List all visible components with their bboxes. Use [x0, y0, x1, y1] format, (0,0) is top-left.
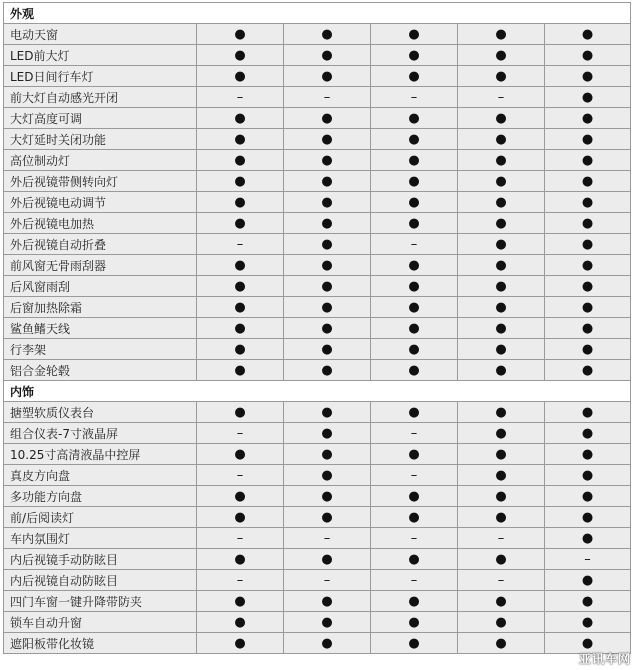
trim-4-value: ●: [458, 318, 545, 339]
trim-3-value: ●: [371, 171, 458, 192]
trim-3-value: –: [371, 87, 458, 108]
trim-4-value: ●: [458, 66, 545, 87]
feature-label: 后窗加热除霜: [4, 297, 197, 318]
section-header-row: [4, 3, 631, 24]
trim-3-value: ●: [371, 612, 458, 633]
trim-3-value: ●: [371, 276, 458, 297]
trim-4-value: –: [458, 570, 545, 591]
table-row: [4, 486, 631, 507]
trim-3-value: ●: [371, 108, 458, 129]
trim-1-value: ●: [197, 150, 284, 171]
trim-3-value: –: [371, 570, 458, 591]
feature-label: 四门车窗一键升降带防夹: [4, 591, 197, 612]
table-row: [4, 612, 631, 633]
trim-4-value: ●: [458, 234, 545, 255]
trim-4-value: ●: [458, 465, 545, 486]
feature-label: 鲨鱼鳍天线: [4, 318, 197, 339]
trim-1-value: ●: [197, 171, 284, 192]
trim-5-value: ●: [545, 108, 631, 129]
trim-2-value: ●: [284, 507, 371, 528]
section-title: 内饰: [4, 381, 631, 402]
feature-label: 外后视镜电加热: [4, 213, 197, 234]
trim-5-value: ●: [545, 423, 631, 444]
trim-4-value: ●: [458, 297, 545, 318]
table-row: [4, 423, 631, 444]
feature-label: 搪塑软质仪表台: [4, 402, 197, 423]
trim-1-value: ●: [197, 213, 284, 234]
trim-2-value: ●: [284, 423, 371, 444]
trim-2-value: ●: [284, 171, 371, 192]
trim-3-value: ●: [371, 24, 458, 45]
trim-4-value: ●: [458, 423, 545, 444]
trim-2-value: ●: [284, 339, 371, 360]
table-row: [4, 570, 631, 591]
table-row: [4, 66, 631, 87]
trim-4-value: ●: [458, 108, 545, 129]
table-row: [4, 276, 631, 297]
table-row: [4, 528, 631, 549]
trim-3-value: ●: [371, 297, 458, 318]
trim-3-value: ●: [371, 339, 458, 360]
table-row: [4, 507, 631, 528]
trim-3-value: –: [371, 528, 458, 549]
feature-label: LED日间行车灯: [4, 66, 197, 87]
table-row: [4, 297, 631, 318]
feature-label: 前/后阅读灯: [4, 507, 197, 528]
trim-2-value: –: [284, 528, 371, 549]
table-row: [4, 339, 631, 360]
trim-3-value: ●: [371, 213, 458, 234]
trim-1-value: ●: [197, 549, 284, 570]
feature-label: 大灯延时关闭功能: [4, 129, 197, 150]
feature-label: 外后视镜带侧转向灯: [4, 171, 197, 192]
feature-label: LED前大灯: [4, 45, 197, 66]
trim-3-value: ●: [371, 66, 458, 87]
trim-4-value: ●: [458, 549, 545, 570]
trim-5-value: ●: [545, 234, 631, 255]
trim-5-value: ●: [545, 171, 631, 192]
trim-5-value: ●: [545, 213, 631, 234]
trim-4-value: ●: [458, 444, 545, 465]
feature-label: 遮阳板带化妆镜: [4, 633, 197, 654]
trim-5-value: ●: [545, 633, 631, 654]
trim-1-value: –: [197, 570, 284, 591]
trim-2-value: ●: [284, 213, 371, 234]
feature-label: 高位制动灯: [4, 150, 197, 171]
table-row: [4, 213, 631, 234]
trim-4-value: –: [458, 87, 545, 108]
trim-1-value: ●: [197, 129, 284, 150]
trim-5-value: ●: [545, 297, 631, 318]
feature-label: 电动天窗: [4, 24, 197, 45]
table-row: [4, 87, 631, 108]
trim-3-value: –: [371, 234, 458, 255]
trim-1-value: ●: [197, 486, 284, 507]
trim-2-value: ●: [284, 591, 371, 612]
spec-table-body: [4, 3, 631, 654]
trim-1-value: ●: [197, 24, 284, 45]
table-row: [4, 129, 631, 150]
trim-2-value: –: [284, 87, 371, 108]
table-row: [4, 150, 631, 171]
trim-2-value: ●: [284, 150, 371, 171]
trim-1-value: ●: [197, 507, 284, 528]
trim-4-value: ●: [458, 24, 545, 45]
trim-1-value: ●: [197, 297, 284, 318]
trim-2-value: ●: [284, 255, 371, 276]
trim-5-value: ●: [545, 45, 631, 66]
feature-label: 外后视镜电动调节: [4, 192, 197, 213]
feature-label: 行李架: [4, 339, 197, 360]
trim-5-value: ●: [545, 486, 631, 507]
trim-4-value: ●: [458, 360, 545, 381]
table-row: [4, 591, 631, 612]
table-row: [4, 171, 631, 192]
trim-4-value: ●: [458, 507, 545, 528]
trim-1-value: ●: [197, 66, 284, 87]
trim-3-value: ●: [371, 507, 458, 528]
trim-5-value: ●: [545, 612, 631, 633]
trim-3-value: ●: [371, 444, 458, 465]
trim-5-value: ●: [545, 87, 631, 108]
trim-2-value: –: [284, 570, 371, 591]
trim-1-value: ●: [197, 255, 284, 276]
trim-4-value: ●: [458, 45, 545, 66]
trim-4-value: –: [458, 528, 545, 549]
trim-2-value: ●: [284, 402, 371, 423]
trim-2-value: ●: [284, 234, 371, 255]
trim-3-value: ●: [371, 402, 458, 423]
trim-4-value: ●: [458, 129, 545, 150]
table-row: [4, 549, 631, 570]
feature-label: 10.25寸高清液晶中控屏: [4, 444, 197, 465]
trim-5-value: ●: [545, 507, 631, 528]
trim-1-value: –: [197, 87, 284, 108]
trim-3-value: ●: [371, 549, 458, 570]
trim-3-value: ●: [371, 633, 458, 654]
trim-2-value: ●: [284, 633, 371, 654]
trim-5-value: ●: [545, 444, 631, 465]
trim-5-value: –: [545, 549, 631, 570]
table-row: [4, 633, 631, 654]
trim-4-value: ●: [458, 402, 545, 423]
trim-1-value: ●: [197, 633, 284, 654]
feature-label: 真皮方向盘: [4, 465, 197, 486]
feature-label: 内后视镜自动防眩目: [4, 570, 197, 591]
trim-1-value: ●: [197, 45, 284, 66]
trim-4-value: ●: [458, 339, 545, 360]
trim-5-value: ●: [545, 528, 631, 549]
trim-1-value: ●: [197, 276, 284, 297]
trim-1-value: ●: [197, 360, 284, 381]
feature-label: 锁车自动升窗: [4, 612, 197, 633]
feature-label: 多功能方向盘: [4, 486, 197, 507]
watermark-logo: 亚讯车网: [578, 652, 631, 666]
trim-4-value: ●: [458, 150, 545, 171]
trim-1-value: ●: [197, 339, 284, 360]
trim-5-value: ●: [545, 129, 631, 150]
trim-5-value: ●: [545, 318, 631, 339]
table-row: [4, 234, 631, 255]
trim-1-value: ●: [197, 444, 284, 465]
trim-2-value: ●: [284, 318, 371, 339]
feature-label: 前大灯自动感光开闭: [4, 87, 197, 108]
trim-3-value: –: [371, 465, 458, 486]
trim-3-value: ●: [371, 129, 458, 150]
trim-2-value: ●: [284, 66, 371, 87]
trim-2-value: ●: [284, 444, 371, 465]
trim-5-value: ●: [545, 402, 631, 423]
trim-5-value: ●: [545, 465, 631, 486]
section-header-row: [4, 381, 631, 402]
trim-5-value: ●: [545, 276, 631, 297]
trim-5-value: ●: [545, 24, 631, 45]
trim-1-value: ●: [197, 612, 284, 633]
trim-3-value: –: [371, 423, 458, 444]
feature-label: 后风窗雨刮: [4, 276, 197, 297]
trim-5-value: ●: [545, 66, 631, 87]
trim-2-value: ●: [284, 297, 371, 318]
trim-4-value: ●: [458, 612, 545, 633]
feature-label: 前风窗无骨雨刮器: [4, 255, 197, 276]
table-row: [4, 465, 631, 486]
spec-table: [3, 2, 631, 654]
trim-1-value: –: [197, 465, 284, 486]
trim-3-value: ●: [371, 591, 458, 612]
table-row: [4, 255, 631, 276]
trim-2-value: ●: [284, 549, 371, 570]
feature-label: 铝合金轮毂: [4, 360, 197, 381]
trim-4-value: ●: [458, 276, 545, 297]
trim-4-value: ●: [458, 486, 545, 507]
feature-label: 车内氛围灯: [4, 528, 197, 549]
trim-5-value: ●: [545, 360, 631, 381]
trim-3-value: ●: [371, 45, 458, 66]
table-row: [4, 318, 631, 339]
trim-3-value: ●: [371, 150, 458, 171]
trim-2-value: ●: [284, 465, 371, 486]
trim-1-value: ●: [197, 108, 284, 129]
table-row: [4, 45, 631, 66]
trim-4-value: ●: [458, 255, 545, 276]
trim-1-value: ●: [197, 192, 284, 213]
table-row: [4, 24, 631, 45]
trim-3-value: ●: [371, 192, 458, 213]
table-row: [4, 402, 631, 423]
trim-5-value: ●: [545, 192, 631, 213]
trim-2-value: ●: [284, 129, 371, 150]
trim-5-value: ●: [545, 570, 631, 591]
trim-5-value: ●: [545, 150, 631, 171]
table-row: [4, 444, 631, 465]
table-row: [4, 192, 631, 213]
trim-2-value: ●: [284, 45, 371, 66]
trim-5-value: ●: [545, 591, 631, 612]
table-row: [4, 108, 631, 129]
table-row: [4, 360, 631, 381]
trim-1-value: –: [197, 528, 284, 549]
trim-5-value: ●: [545, 339, 631, 360]
trim-1-value: ●: [197, 318, 284, 339]
trim-5-value: ●: [545, 255, 631, 276]
trim-2-value: ●: [284, 612, 371, 633]
trim-3-value: ●: [371, 255, 458, 276]
trim-3-value: ●: [371, 360, 458, 381]
trim-2-value: ●: [284, 24, 371, 45]
trim-1-value: ●: [197, 591, 284, 612]
trim-4-value: ●: [458, 591, 545, 612]
trim-1-value: –: [197, 423, 284, 444]
trim-2-value: ●: [284, 108, 371, 129]
trim-3-value: ●: [371, 318, 458, 339]
feature-label: 组合仪表-7寸液晶屏: [4, 423, 197, 444]
trim-2-value: ●: [284, 486, 371, 507]
trim-1-value: –: [197, 234, 284, 255]
trim-1-value: ●: [197, 402, 284, 423]
trim-4-value: ●: [458, 213, 545, 234]
feature-label: 大灯高度可调: [4, 108, 197, 129]
trim-2-value: ●: [284, 276, 371, 297]
trim-2-value: ●: [284, 360, 371, 381]
trim-4-value: ●: [458, 171, 545, 192]
feature-label: 外后视镜自动折叠: [4, 234, 197, 255]
section-title: 外观: [4, 3, 631, 24]
trim-3-value: ●: [371, 486, 458, 507]
trim-2-value: ●: [284, 192, 371, 213]
trim-4-value: ●: [458, 633, 545, 654]
feature-label: 内后视镜手动防眩目: [4, 549, 197, 570]
trim-4-value: ●: [458, 192, 545, 213]
